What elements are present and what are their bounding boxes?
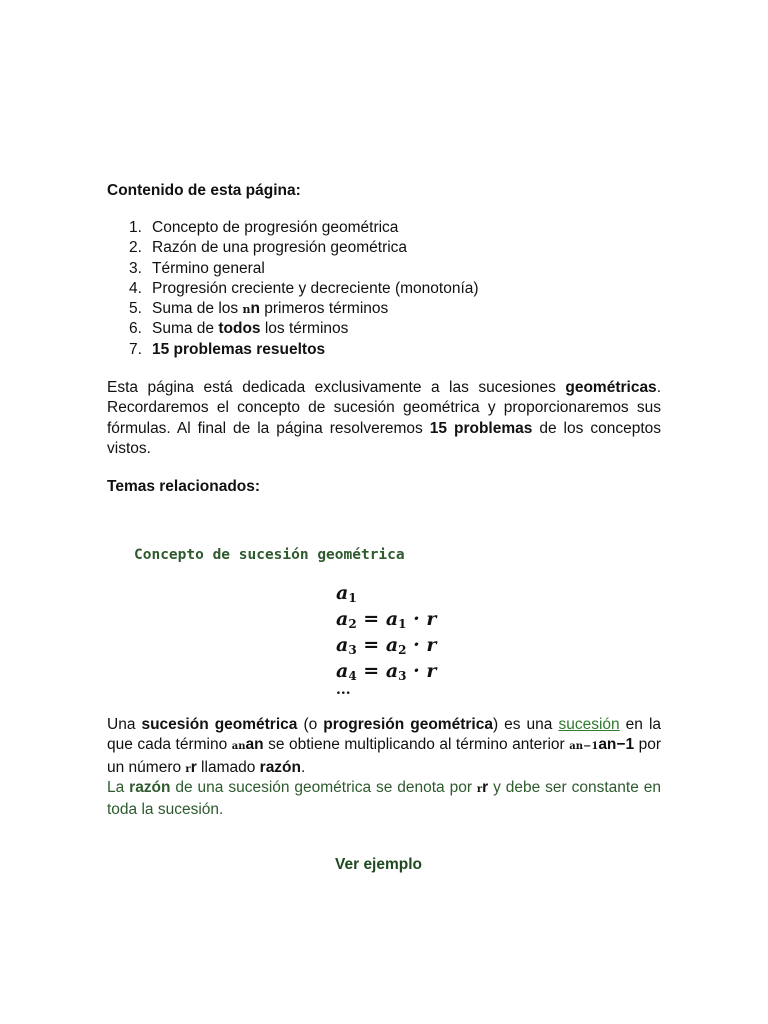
toc-item[interactable]: 2. Razón de una progresión geométrica: [129, 239, 408, 257]
toc-item[interactable]: 5. Suma de los nn primeros términos: [129, 300, 389, 318]
toc-title: Contenido de esta página:: [107, 182, 301, 199]
ver-ejemplo-button[interactable]: Ver ejemplo: [335, 856, 423, 873]
equation-row: $a_3 = a_2 \cdot r$: [336, 634, 437, 657]
ratio-paragraph: La razón de una sucesión geométrica se denota por rr y debe ser constante en toda la sucesión.: [107, 779, 661, 819]
toc-list: [107, 218, 479, 360]
equation-row: $a_1$: [336, 582, 357, 605]
related-topics-title: Temas relacionados:: [107, 478, 261, 495]
sucesion-link[interactable]: sucesión: [558, 716, 620, 733]
equation-row: $a_2 = a_1 \cdot r$: [336, 608, 437, 631]
toc-item[interactable]: 4. Progresión creciente y decreciente (monotonía): [129, 279, 479, 297]
section-title: Concepto de sucesión geométrica: [134, 547, 405, 563]
equation-ellipsis: ...: [336, 684, 351, 696]
toc-item[interactable]: 3. Término general: [129, 259, 265, 277]
equation-block: [336, 580, 436, 696]
toc-item[interactable]: 7. 15 problemas resueltos: [129, 340, 326, 358]
toc-item[interactable]: 6. Suma de todos los términos: [129, 320, 349, 338]
definition-paragraph: Una sucesión geométrica (o progresión geométrica) es una sucesión en la que cada término anan se obtiene multiplicando al término anterior an−1an−1 por un número rr llamado razón.: [107, 716, 662, 776]
intro-paragraph: Esta página está dedicada exclusivamente a las sucesiones geométricas. Recordaremos el concepto de sucesión geométrica y proporcionaremos sus fórmulas. Al final de la página resolveremos 15 problemas de los conceptos vistos.: [107, 379, 661, 457]
toc-item[interactable]: 1. Concepto de progresión geométrica: [129, 219, 399, 236]
equation-row: $a_4 = a_3 \cdot r$: [336, 660, 437, 683]
